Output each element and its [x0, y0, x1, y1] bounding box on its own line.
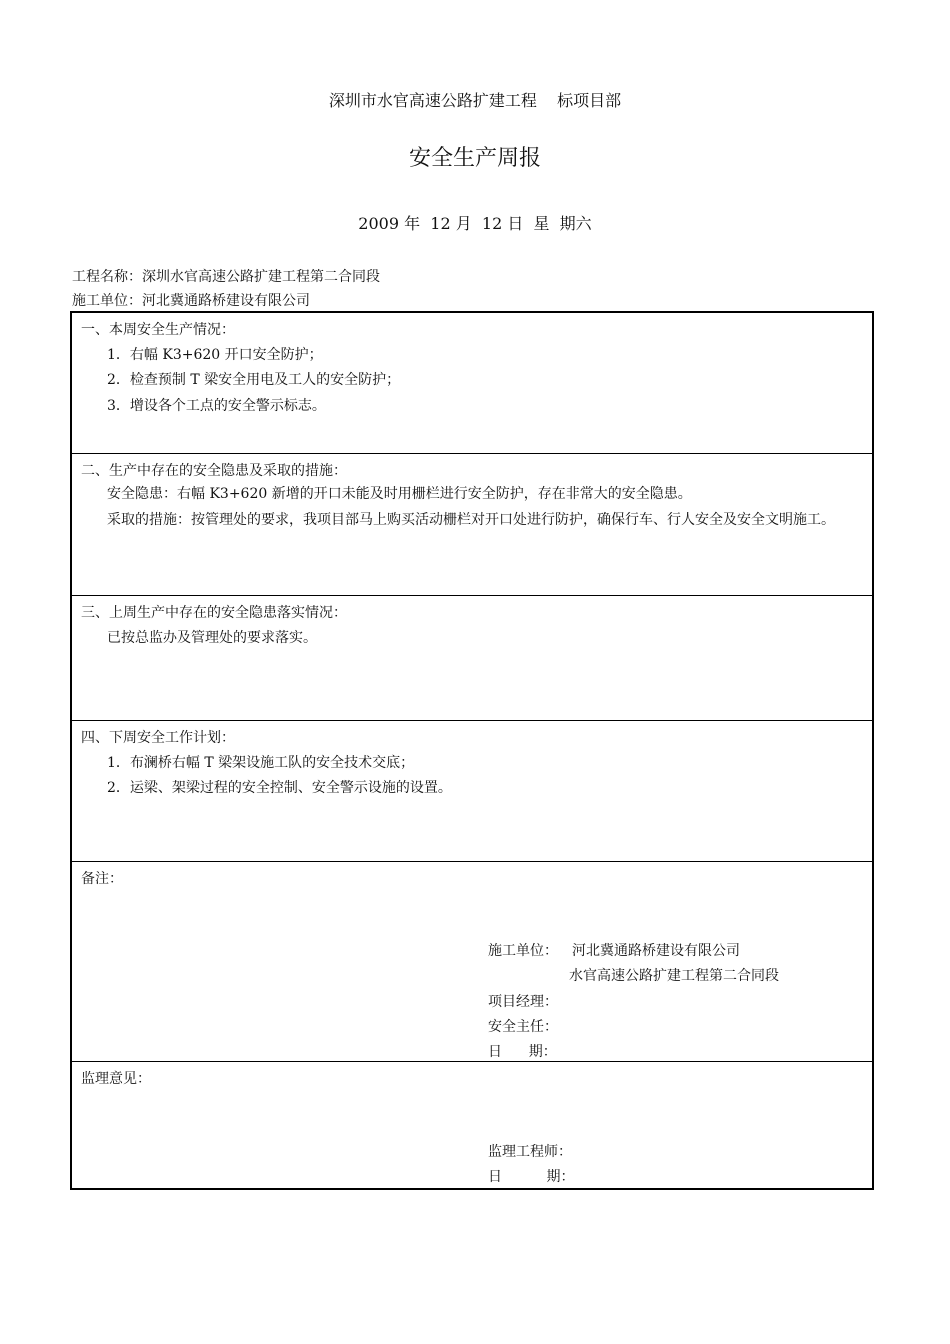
list-item: 1．右幅 K3+620 开口安全防护；	[107, 347, 323, 363]
section-previous-hazards	[72, 596, 872, 721]
list-item: 2．检查预制 T 梁安全用电及工人的安全防护；	[107, 372, 401, 388]
section-hazards	[72, 454, 872, 596]
section-title: 一、本周安全生产情况：	[81, 322, 235, 338]
previous-hazards-text: 已按总监办及管理处的要求落实。	[107, 630, 317, 646]
section-next-week-plan	[72, 721, 872, 862]
remarks-date-label: 日 期：	[488, 1044, 557, 1060]
section-title: 二、生产中存在的安全隐患及采取的措施：	[81, 463, 347, 479]
remarks-title: 备注：	[81, 871, 123, 887]
unit-label: 施工单位：	[488, 943, 558, 959]
unit-name: 河北冀通路桥建设有限公司	[572, 943, 740, 959]
hazard-text: 安全隐患：右幅 K3+620 新增的开口未能及时用栅栏进行安全防护，存在非常大的安全隐患。	[107, 486, 692, 502]
section-title: 三、上周生产中存在的安全隐患落实情况：	[81, 605, 347, 621]
unit-section: 水官高速公路扩建工程第二合同段	[569, 968, 779, 984]
document-title: 安全生产周报	[408, 146, 541, 171]
section-weekly-status	[72, 313, 872, 454]
report-date: 2009 年 12 月 12 日 星 期六	[358, 214, 592, 233]
supervising-engineer-label: 监理工程师：	[488, 1144, 572, 1160]
org-header: 深圳市水官高速公路扩建工程 标项目部	[328, 91, 622, 110]
supervision-date-label: 日 期：	[488, 1169, 575, 1185]
section-supervision	[72, 1062, 872, 1188]
project-manager-label: 项目经理：	[488, 994, 558, 1010]
section-title: 四、下周安全工作计划：	[81, 730, 235, 746]
contractor-name: 施工单位：河北冀通路桥建设有限公司	[72, 293, 310, 309]
list-item: 3．增设各个工点的安全警示标志。	[107, 398, 326, 414]
project-name: 工程名称：深圳水官高速公路扩建工程第二合同段	[72, 269, 380, 285]
section-remarks	[72, 862, 872, 1062]
supervision-title: 监理意见：	[81, 1071, 151, 1087]
report-form	[70, 311, 874, 1190]
list-item: 1．布澜桥右幅 T 梁架设施工队的安全技术交底；	[107, 755, 415, 771]
list-item: 2．运梁、架梁过程的安全控制、安全警示设施的设置。	[107, 780, 452, 796]
safety-head-label: 安全主任：	[488, 1019, 558, 1035]
measures-text: 采取的措施：按管理处的要求，我项目部马上购买活动栅栏对开口处进行防护，确保行车、行人安全及安全文明施工。	[107, 512, 835, 528]
